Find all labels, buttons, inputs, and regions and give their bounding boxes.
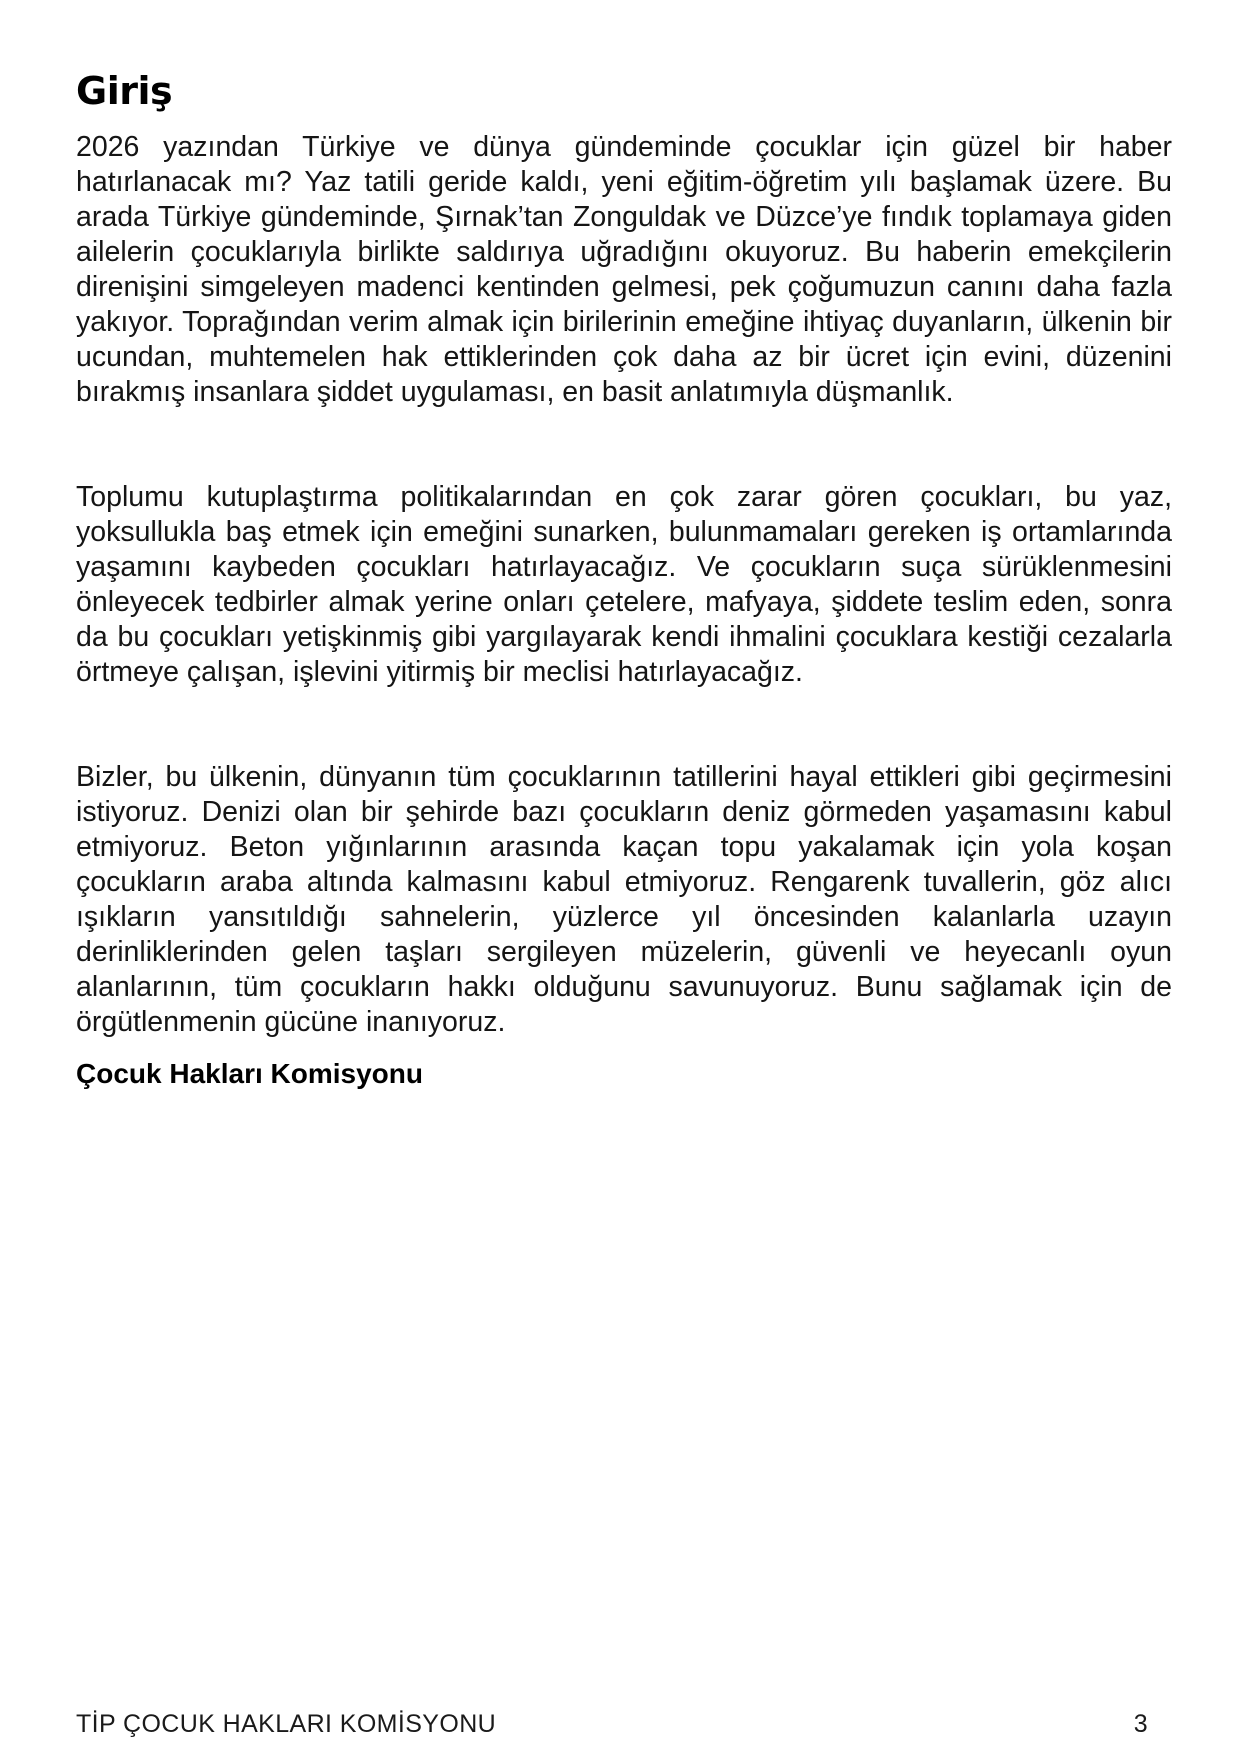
paragraph-intro: 2026 yazından Türkiye ve dünya gündeminde çocuklar için güzel bir haber hatırlanacak mı? Yaz tatili geride kaldı, yeni eğitim-öğretim yılı başlamak üzere. Bu arada Türkiye gündeminde, Şırnak’tan Zonguldak ve Düzce’ye fındık toplamaya giden ailelerin çocuklarıyla birlikte saldırıya uğradığını okuyoruz. Bu haberin emekçilerin direnişini simgeleyen madenci kentinden gelmesi, pek çoğumuzun canını daha fazla yakıyor. Toprağından verim almak için birilerinin emeğine ihtiyaç duyanların, ülkenin bir ucundan, muhtemelen hak ettiklerinden çok daha az bir ücret için evini, düzenini bırakmış insanlara şiddet uygulaması, en basit anlatımıyla düşmanlık.	[76, 131, 1172, 408]
page-content	[76, 68, 1172, 1092]
paragraph-remembrance: Toplumu kutuplaştırma politikalarından en çok zarar gören çocukları, bu yaz, yoksullukla baş etmek için emeğini sunarken, bulunmamaları gereken iş ortamlarında yaşamını kaybeden çocukları hatırlayacağız. Ve çocukların suça sürüklenmesini önleyecek tedbirler almak yerine onları çetelere, mafyaya, şiddete teslim eden, sonra da bu çocukları yetişkinmiş gibi yargılayarak kendi ihmalini çocuklara kestiği cezalarla örtmeye çalışan, işlevini yitirmiş bir meclisi hatırlayacağız.	[76, 481, 1172, 688]
page-number: 3	[1133, 1709, 1148, 1738]
footer-running-title: TİP ÇOCUK HAKLARI KOMİSYONU	[76, 1709, 497, 1738]
paragraph-spacer	[76, 690, 1172, 760]
page-footer	[76, 1708, 1148, 1740]
paragraph-spacer	[76, 410, 1172, 480]
page-title: Giriş	[76, 69, 173, 113]
paragraph-demands: Bizler, bu ülkenin, dünyanın tüm çocuklarının tatillerini hayal ettikleri gibi geçirmesini istiyoruz. Denizi olan bir şehirde bazı çocukların deniz görmeden yaşamasını kabul etmiyoruz. Beton yığınlarının arasında kaçan topu yakalamak için yola koşan çocukların araba altında kalmasını kabul etmiyoruz. Rengarenk tuvallerin, göz alıcı ışıkların yansıtıldığı sahnelerin, yüzlerce yıl öncesinden kalanlarla uzayın derinliklerinden gelen taşları sergileyen müzelerin, güvenli ve heyecanlı oyun alanlarının, tüm çocukların hakkı olduğunu savunuyoruz. Bunu sağlamak için de örgütlenmenin gücüne inanıyoruz.	[76, 761, 1172, 1038]
signature: Çocuk Hakları Komisyonu	[76, 1058, 423, 1089]
